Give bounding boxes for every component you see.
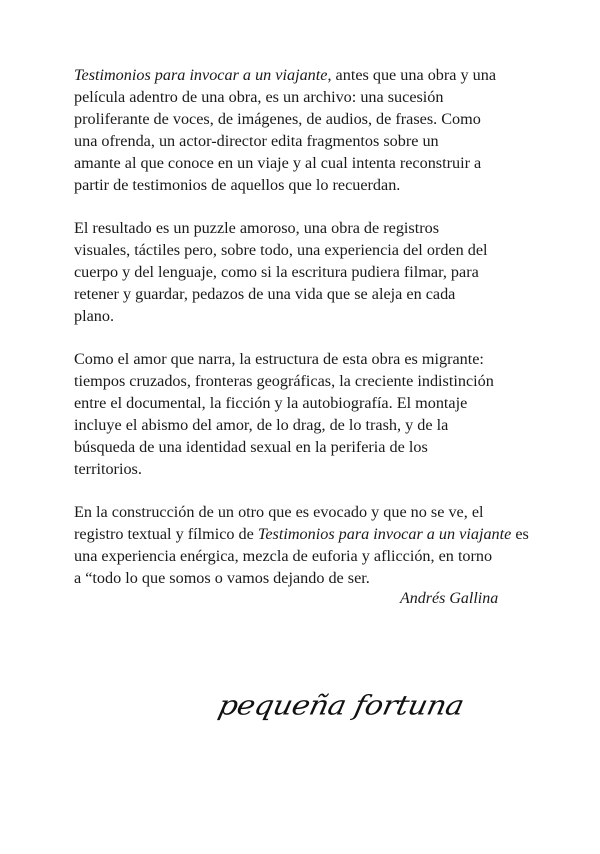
text-line [74, 174, 544, 196]
text-segment: visuales, táctiles pero, sobre todo, una experiencia del orden del [74, 241, 488, 259]
text-line [74, 458, 544, 480]
text-line [74, 261, 544, 283]
text-segment: territorios. [74, 460, 142, 478]
text-line [74, 523, 544, 545]
text-segment: incluye el abismo del amor, de lo drag, de lo trash, y de la [74, 416, 449, 434]
paragraph-1 [74, 64, 544, 196]
text-segment: entre el documental, la ficción y la autobiografía. El montaje [74, 394, 468, 412]
text-line [74, 545, 544, 567]
paragraph-3 [74, 348, 544, 480]
text-line [74, 567, 544, 589]
italic-title-text: Testimonios para invocar a un viajante [74, 66, 328, 84]
publisher-logo: pequeña fortuna [215, 690, 467, 722]
text-line [74, 152, 544, 174]
italic-title-text: Testimonios para invocar a un viajante [257, 525, 512, 543]
text-line [74, 86, 544, 108]
text-line [74, 414, 544, 436]
text-segment: una experiencia enérgica, mezcla de euforia y aflicción, en torno [74, 547, 493, 565]
text-segment: es [511, 525, 529, 543]
text-segment: En la construcción de un otro que es evocado y que no se ve, el [74, 503, 484, 521]
text-segment: tiempos cruzados, fronteras geográficas, la creciente indistinción [74, 372, 494, 390]
text-line [74, 348, 544, 370]
text-segment: plano. [74, 307, 115, 325]
text-segment: proliferante de voces, de imágenes, de audios, de frases. Como [74, 110, 481, 128]
text-line [74, 130, 544, 152]
text-segment: , antes que una obra y una [327, 66, 497, 84]
text-segment: búsqueda de una identidad sexual en la periferia de los [74, 438, 428, 456]
text-segment: registro textual y fílmico de [74, 525, 258, 543]
text-line [74, 217, 544, 239]
text-line [74, 370, 544, 392]
author-signature: Andrés Gallina [400, 590, 499, 607]
paragraph-4 [74, 501, 544, 589]
text-line [74, 239, 544, 261]
text-line [74, 64, 544, 86]
text-segment: retener y guardar, pedazos de una vida que se aleja en cada [74, 285, 456, 303]
paragraph-2 [74, 217, 544, 327]
text-line [74, 305, 544, 327]
text-segment: una ofrenda, un actor-director edita fragmentos sobre un [74, 132, 439, 150]
text-segment: película adentro de una obra, es un archivo: una sucesión [74, 88, 444, 106]
text-segment: amante al que conoce en un viaje y al cual intenta reconstruir a [74, 154, 482, 172]
body-text [74, 64, 544, 610]
text-line [74, 283, 544, 305]
text-line [74, 392, 544, 414]
text-segment: cuerpo y del lenguaje, como si la escritura pudiera filmar, para [74, 263, 479, 281]
text-line [74, 108, 544, 130]
text-line [74, 501, 544, 523]
text-line [74, 436, 544, 458]
text-segment: partir de testimonios de aquellos que lo recuerdan. [74, 176, 401, 194]
text-segment: Como el amor que narra, la estructura de esta obra es migrante: [74, 350, 484, 368]
text-segment: a “todo lo que somos o vamos dejando de ser. [74, 569, 370, 587]
text-segment: El resultado es un puzzle amoroso, una obra de registros [74, 219, 440, 237]
